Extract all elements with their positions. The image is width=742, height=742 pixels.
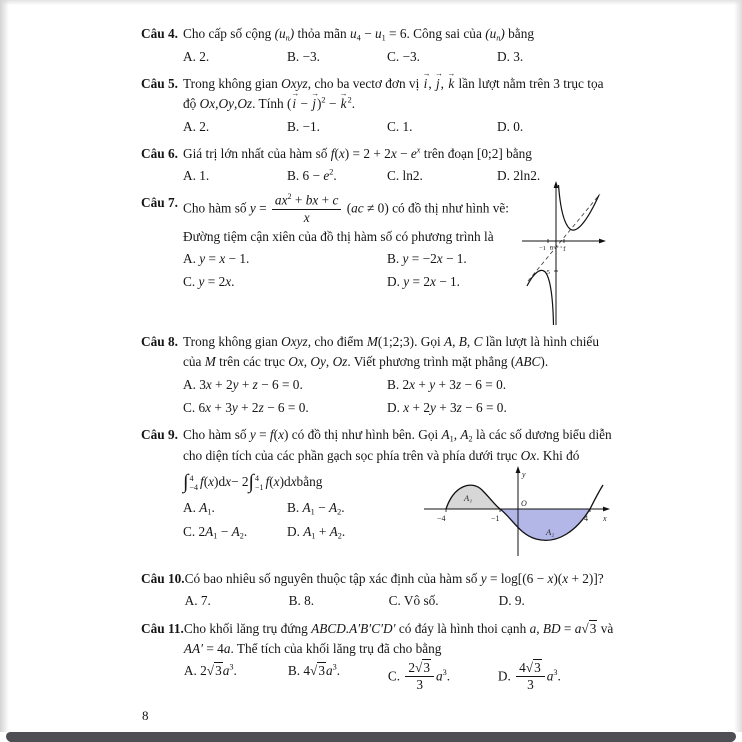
photo-edge-right	[734, 0, 742, 732]
option-a: A. 3x + 2y + z − 6 = 0.	[183, 376, 303, 392]
option-c: C. y = 2x.	[183, 273, 235, 289]
curve-branch-left	[527, 271, 554, 326]
tick-label: 1	[562, 246, 566, 254]
question-7-label: Câu 7.	[141, 195, 178, 211]
question-7	[141, 193, 615, 325]
question-10	[141, 569, 615, 611]
question-10-text: Có bao nhiêu số nguyên thuộc tập xác định của hàm số y = log[(6 − x)(x + 2)]?	[184, 571, 604, 587]
figure-cau7-graph	[520, 179, 608, 327]
option-c: C. 1.	[387, 118, 413, 134]
option-a: A. y = x − 1.	[183, 250, 250, 266]
option-d: D. 3.	[497, 49, 524, 64]
oblique-asymptote-line	[528, 194, 600, 281]
option-d: D. 0.	[497, 118, 524, 134]
question-10-options	[185, 591, 615, 611]
option-c: C. ln2.	[387, 168, 423, 184]
option-b: B. $6 - e^2$.	[287, 167, 337, 184]
axis-label-x: x	[603, 514, 607, 524]
question-8-text: Trong không gian Oxyz, cho điểm M(1;2;3). Gọi A, B, C lần lượt là hình chiếu của M trên các trục Ox, Oy, Oz. Viết phương trình mặt phẳng (ABC).	[183, 334, 599, 370]
option-b: B. 8.	[288, 593, 315, 609]
question-11-label: Câu 11.	[141, 620, 184, 636]
option-b: B. $4√3a^3$.	[287, 662, 341, 679]
question-6-text: Giá trị lớn nhất của hàm số $f(x) = 2 + 2x - e^x$ trên đoạn [0;2] bằng	[183, 145, 532, 161]
option-c: C. $2A_1 - A_2$.	[183, 524, 248, 541]
question-6-label: Câu 6.	[141, 145, 178, 161]
option-a: A. 7.	[184, 593, 211, 609]
question-5	[141, 74, 615, 137]
question-4-body	[183, 24, 615, 67]
photo-edge-top	[0, 0, 742, 5]
option-d: D. $A_1 + A_2$.	[287, 524, 346, 541]
tick-label: −1	[491, 514, 500, 524]
question-8-options	[183, 375, 615, 418]
option-a: A. $2√3a^3$.	[183, 662, 237, 679]
y-axis-arrow-icon	[554, 181, 559, 188]
tick-label: 4	[584, 514, 588, 524]
option-a: A. 2.	[183, 49, 210, 64]
question-8-label: Câu 8.	[141, 334, 178, 350]
region-a1	[446, 485, 500, 509]
question-8	[141, 332, 615, 418]
question-5-body	[183, 74, 615, 137]
question-9-label: Câu 9.	[141, 427, 178, 443]
region-a2	[500, 509, 590, 540]
question-7-text-1: Cho hàm số y = $\frac{ax^2 + bx + c}{x}$ (ac ≠ 0) có đồ thị như hình vẽ:	[183, 192, 509, 225]
question-9-body	[183, 425, 615, 562]
y-axis-arrow-icon	[516, 466, 521, 473]
x-axis-arrow-icon	[603, 507, 610, 512]
question-9-integral-expression: ∫ 4 −4 f ( x )d x − 2 ∫ 4 −1 f ( x )d x bằng	[183, 470, 323, 493]
option-a: A. $A_1$.	[183, 500, 215, 517]
figure-cau9-graph	[420, 464, 615, 559]
question-11-options	[184, 661, 615, 692]
option-a: A. 1.	[183, 168, 210, 184]
tick-label: −1	[539, 245, 546, 253]
page-number: 8	[142, 708, 149, 723]
question-10-body	[185, 569, 615, 611]
tick-label: −4	[437, 514, 446, 524]
option-c: C. $\frac{2√3}{3}$ $a^3$.	[387, 660, 451, 692]
option-b: B. −1.	[287, 118, 320, 134]
option-c: C. Vô số.	[388, 593, 439, 609]
axis-label-y: y	[522, 470, 526, 480]
question-11-body	[184, 619, 615, 692]
question-11-text: Cho khối lăng trụ đứng ABCD.A′B′C′D′ có đáy là hình thoi cạnh a, BD = a√3 và AA′ = 4a. Thể tích của khối lăng trụ đã cho bằng	[183, 620, 614, 656]
question-4-label: Câu 4.	[141, 26, 178, 41]
photo-edge-left	[0, 0, 9, 732]
question-7-body	[183, 193, 615, 325]
question-11	[141, 619, 615, 692]
x-axis-arrow-icon	[599, 239, 606, 244]
option-d: D. 9.	[498, 593, 525, 609]
question-4	[141, 24, 615, 67]
question-10-label: Câu 10.	[141, 571, 185, 587]
option-d: D. y = 2x − 1.	[387, 273, 460, 289]
question-9-options	[183, 498, 443, 543]
tick-label: 0	[550, 245, 554, 253]
question-5-text: Trong không gian Oxyz, cho ba vectơ đơn vị i →, j →, k → lần lượt nằm trên 3 trục tọa độ Ox,Oy,Oz. Tính (i → − j →)$^2$ − k →$^2$.	[183, 74, 615, 114]
curve-branch-right	[559, 185, 600, 230]
option-d: D. $\frac{4√3}{3}$ $a^3$.	[497, 660, 561, 692]
question-5-options	[183, 117, 615, 137]
option-a: A. 2.	[183, 118, 210, 134]
option-b: B. $A_1 - A_2$.	[287, 500, 345, 517]
question-7-text-2: Đường tiệm cận xiên của đồ thị hàm số có phương trình là	[183, 228, 494, 244]
question-8-body	[183, 332, 615, 418]
area-label-a2: A₂	[546, 527, 555, 538]
option-b: B. 2x + y + 3z − 6 = 0.	[387, 376, 507, 392]
option-d: D. 2ln2.	[497, 168, 541, 184]
question-5-label: Câu 5.	[141, 76, 178, 92]
option-d: D. x + 2y + 3z − 6 = 0.	[387, 399, 507, 415]
question-9	[141, 425, 615, 562]
question-4-options	[183, 47, 615, 67]
option-c: C. −3.	[387, 49, 420, 64]
document-page	[141, 24, 615, 699]
question-9-text: Cho hàm số y = f(x) có đồ thị như hình bên. Gọi $A_1$, $A_2$ là các số dương biểu diễn cho diện tích của các phần gạch sọc phía trên và phía dưới trục Ox. Khi đó	[183, 427, 612, 464]
option-b: B. −3.	[287, 49, 320, 64]
origin-label: O	[521, 499, 527, 509]
option-b: B. y = −2x − 1.	[387, 250, 467, 266]
question-4-text: Cho cấp số cộng $(u_n)$ thỏa mãn $u_4 - u_1 = 6$. Công sai của $(u_n)$ bằng	[183, 26, 534, 43]
option-c: C. 6x + 3y + 2z − 6 = 0.	[183, 399, 309, 415]
question-9-lower	[183, 468, 615, 562]
tick-label: −5	[543, 269, 550, 277]
photo-bottom-edge	[6, 732, 736, 742]
area-label-a1: A₁	[464, 493, 473, 504]
